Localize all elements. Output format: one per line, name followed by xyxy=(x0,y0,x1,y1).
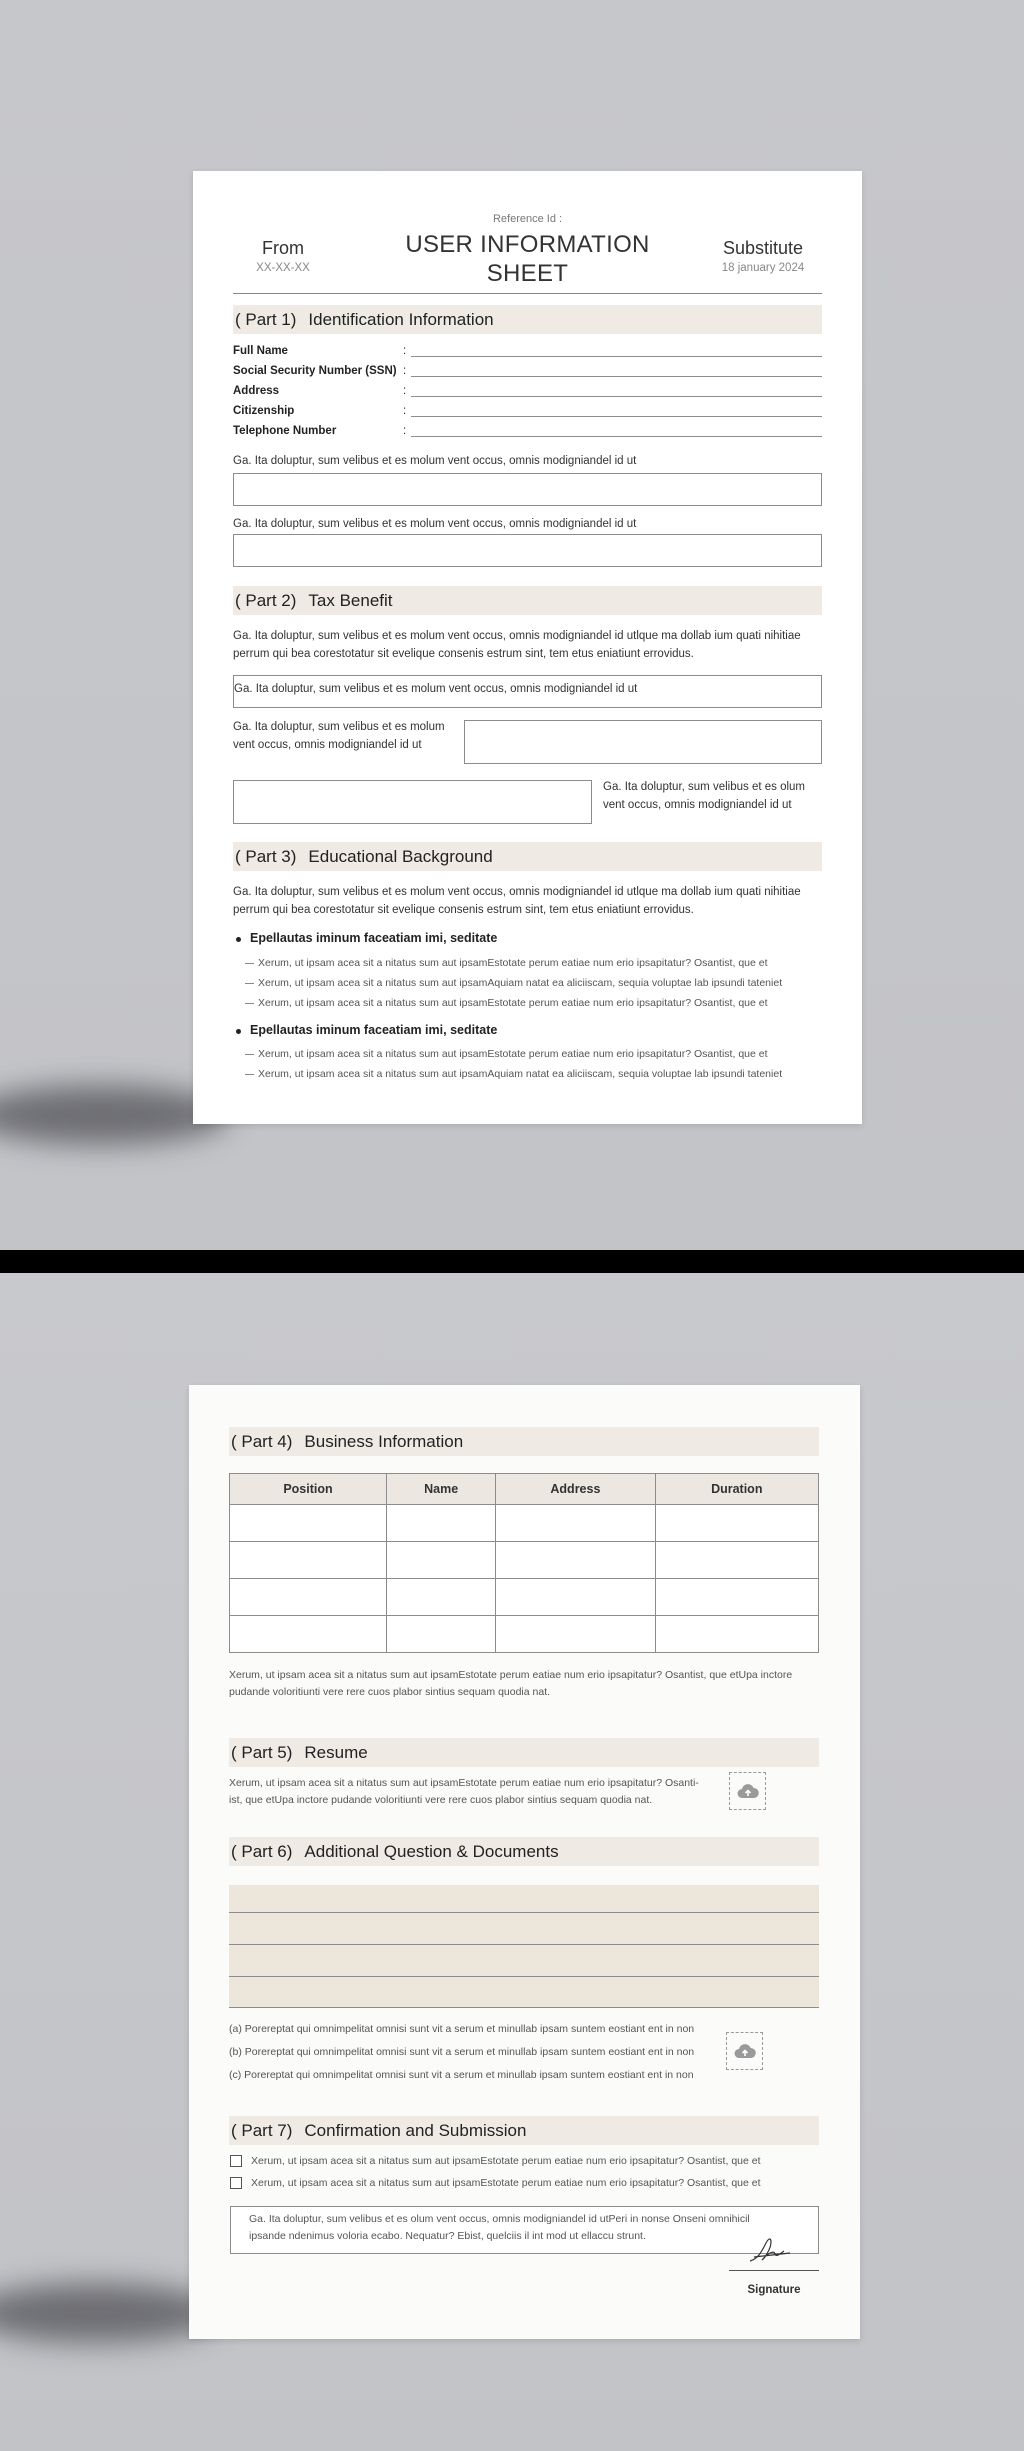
document-title-line2: SHEET xyxy=(486,260,569,287)
field-colon: : xyxy=(403,405,407,417)
sub-bullet-dash xyxy=(245,983,254,984)
document-page-2 xyxy=(189,1385,860,2339)
column-header-duration: Duration xyxy=(655,1474,818,1505)
telephone-field[interactable] xyxy=(411,436,822,437)
part2-left-text-line1: Ga. Ita doluptur, sum velibus et es molum xyxy=(233,721,445,733)
table-cell[interactable] xyxy=(496,1505,655,1542)
from-label: From xyxy=(262,238,304,258)
part3-bullet2-item-1: Xerum, ut ipsam acea sit a nitatus sum aut ipsamEstotate perum eatiae num erio ipsapitatur? Osantist, que et xyxy=(258,1048,768,1060)
table-row xyxy=(230,1616,819,1653)
field-colon: : xyxy=(403,365,407,377)
part4-number: ( Part 4) xyxy=(231,1431,293,1451)
answer-line xyxy=(229,1912,819,1913)
signature-label: Signature xyxy=(747,2284,801,2296)
part3-bullet1-item-1: Xerum, ut ipsam acea sit a nitatus sum aut ipsamEstotate perum eatiae num erio ipsapitatur? Osantist, que et xyxy=(258,957,768,969)
table-cell[interactable] xyxy=(655,1505,818,1542)
table-cell[interactable] xyxy=(386,1505,495,1542)
signature-mark[interactable] xyxy=(744,2233,799,2267)
header-rule xyxy=(233,293,822,294)
part6-item-a: (a) Porereptat qui omnimpelitat omnisi sunt vit a serum et minullab ipsam suntem eostiant ent in non xyxy=(229,2023,695,2035)
field-label-telephone: Telephone Number xyxy=(233,425,337,437)
part2-paragraph-line1: Ga. Ita doluptur, sum velibus et es molum vent occus, omnis modigniandel id utlque ma dollab ium quati nihitiae xyxy=(233,630,801,642)
confirmation-text-2: Xerum, ut ipsam acea sit a nitatus sum aut ipsamEstotate perum eatiae num erio ipsapitatur? Osantist, que et xyxy=(251,2177,761,2189)
table-cell[interactable] xyxy=(655,1542,818,1579)
part7-number: ( Part 7) xyxy=(231,2120,293,2140)
sub-bullet-dash xyxy=(245,1054,254,1055)
part2-paragraph-line2: perrum qui bea corestotatur sit evelique consenis estrum sint, tem etus eniatiunt errovidus. xyxy=(233,648,694,660)
table-cell[interactable] xyxy=(230,1616,387,1653)
statement-line1: Ga. Ita doluptur, sum velibus et es olum vent occus, omnis modigniandel id utPeri in nonse Onseni omnihicil xyxy=(249,2213,750,2225)
table-header-row xyxy=(230,1474,819,1505)
paper-shadow xyxy=(0,2283,220,2343)
table-cell[interactable] xyxy=(655,1616,818,1653)
part3-number: ( Part 3) xyxy=(235,846,297,866)
part6-title: Additional Question & Documents xyxy=(304,1841,559,1861)
part2-right-text-line1: Ga. Ita doluptur, sum velibus et es olum xyxy=(603,781,805,793)
address-field[interactable] xyxy=(411,396,822,397)
from-value: XX-XX-XX xyxy=(256,262,310,274)
business-table xyxy=(229,1473,819,1653)
table-cell[interactable] xyxy=(230,1505,387,1542)
part3-paragraph-line1: Ga. Ita doluptur, sum velibus et es molum vent occus, omnis modigniandel id utlque ma dollab ium quati nihitiae xyxy=(233,886,801,898)
confirmation-checkbox-2[interactable] xyxy=(230,2177,242,2189)
citizenship-field[interactable] xyxy=(411,416,822,417)
documents-upload-button[interactable] xyxy=(726,2032,763,2070)
part6-number: ( Part 6) xyxy=(231,1841,293,1861)
part2-number: ( Part 2) xyxy=(235,590,297,610)
column-header-position: Position xyxy=(230,1474,387,1505)
part3-bullet-heading-1: Epellautas iminum faceatiam imi, seditate xyxy=(250,931,498,945)
resume-upload-button[interactable] xyxy=(729,1772,766,1810)
sub-bullet-dash xyxy=(245,1074,254,1075)
part1-answer-box-1[interactable] xyxy=(233,473,822,506)
statement-line2: ipsande ndenimus voloria ecabo. Nequatur? Ebist, quelciis il int mod ut ellaccu strunt. xyxy=(249,2230,646,2242)
image-divider xyxy=(0,1250,1024,1273)
table-cell[interactable] xyxy=(386,1542,495,1579)
part4-note-line2: pudande voloritiunti vere rere cuos plabor sintius sequam quodia nat. xyxy=(229,1686,551,1698)
field-label-full-name: Full Name xyxy=(233,345,288,357)
column-header-name: Name xyxy=(386,1474,495,1505)
part6-item-b: (b) Porereptat qui omnimpelitat omnisi sunt vit a serum et minullab ipsam suntem eostiant ent in non xyxy=(229,2046,695,2058)
part6-answer-area[interactable] xyxy=(229,1885,819,2007)
part6-header xyxy=(229,1837,819,1866)
part6-item-c: (c) Porereptat qui omnimpelitat omnisi sunt vit a serum et minullab ipsam suntem eostiant ent in non xyxy=(229,2069,694,2081)
answer-line xyxy=(229,1976,819,1977)
part3-bullet1-item-3: Xerum, ut ipsam acea sit a nitatus sum aut ipsamEstotate perum eatiae num erio ipsapitatur? Osantist, que et xyxy=(258,997,768,1009)
part5-text-line1: Xerum, ut ipsam acea sit a nitatus sum aut ipsamEstotate perum eatiae num erio ipsapitatur? Osanti- xyxy=(229,1777,699,1789)
confirmation-text-1: Xerum, ut ipsam acea sit a nitatus sum aut ipsamEstotate perum eatiae num erio ipsapitatur? Osantist, que et xyxy=(251,2155,761,2167)
column-header-address: Address xyxy=(496,1474,655,1505)
bullet-dot xyxy=(236,1029,241,1034)
document-title-line1: USER INFORMATION xyxy=(405,231,650,258)
reference-label: Reference Id : xyxy=(492,213,563,225)
part7-header xyxy=(229,2116,819,2145)
part1-title: Identification Information xyxy=(308,309,494,329)
substitute-label: Substitute xyxy=(722,238,804,258)
sub-bullet-dash xyxy=(245,1003,254,1004)
table-cell[interactable] xyxy=(496,1579,655,1616)
table-cell[interactable] xyxy=(230,1579,387,1616)
cloud-upload-icon xyxy=(734,2043,756,2059)
part1-number: ( Part 1) xyxy=(235,309,297,329)
part5-header xyxy=(229,1738,819,1767)
document-page-1 xyxy=(193,171,862,1124)
part3-header xyxy=(233,842,822,871)
table-cell[interactable] xyxy=(496,1616,655,1653)
answer-line xyxy=(229,2007,819,2008)
table-cell[interactable] xyxy=(386,1616,495,1653)
cloud-upload-icon xyxy=(737,1783,759,1799)
part3-bullet-heading-2: Epellautas iminum faceatiam imi, seditate xyxy=(250,1023,498,1037)
field-label-ssn: Social Security Number (SSN) xyxy=(233,365,397,377)
part2-header xyxy=(233,586,822,615)
part2-right-text-line2: vent occus, omnis modigniandel id ut xyxy=(603,799,792,811)
part2-box-text: Ga. Ita doluptur, sum velibus et es molum vent occus, omnis modigniandel id ut xyxy=(234,683,638,695)
table-row xyxy=(230,1542,819,1579)
full-name-field[interactable] xyxy=(411,356,822,357)
field-colon: : xyxy=(403,425,407,437)
part1-answer-box-2[interactable] xyxy=(233,534,822,567)
field-label-address: Address xyxy=(233,385,280,397)
part2-left-text-line2: vent occus, omnis modigniandel id ut xyxy=(233,739,422,751)
table-cell[interactable] xyxy=(496,1542,655,1579)
table-row xyxy=(230,1579,819,1616)
part3-bullet1-item-2: Xerum, ut ipsam acea sit a nitatus sum aut ipsamAquiam natat ea aliciiscam, sequia voluptae lab ipsundi tateniet xyxy=(258,977,783,989)
part5-title: Resume xyxy=(304,1742,368,1762)
part1-prompt-1: Ga. Ita doluptur, sum velibus et es molum vent occus, omnis modigniandel id ut xyxy=(233,455,637,467)
signature-line xyxy=(729,2270,819,2271)
part3-paragraph-line2: perrum qui bea corestotatur sit evelique consenis estrum sint, tem etus eniatiunt errovidus. xyxy=(233,904,694,916)
part3-title: Educational Background xyxy=(308,846,493,866)
substitute-date: 18 january 2024 xyxy=(721,262,805,274)
ssn-field[interactable] xyxy=(411,376,822,377)
sub-bullet-dash xyxy=(245,963,254,964)
part4-title: Business Information xyxy=(304,1431,464,1451)
table-row xyxy=(230,1505,819,1542)
part5-text-line2: ist, que etUpa inctore pudande voloritiunti vere rere cuos plabor sintius sequam quodia nat. xyxy=(229,1794,653,1806)
part2-title: Tax Benefit xyxy=(308,590,393,610)
table-cell[interactable] xyxy=(386,1579,495,1616)
bullet-dot xyxy=(236,937,241,942)
part7-title: Confirmation and Submission xyxy=(304,2120,527,2140)
part5-number: ( Part 5) xyxy=(231,1742,293,1762)
part1-prompt-2: Ga. Ita doluptur, sum velibus et es molum vent occus, omnis modigniandel id ut xyxy=(233,518,637,530)
field-label-citizenship: Citizenship xyxy=(233,405,295,417)
part2-answer-box-left[interactable] xyxy=(233,780,592,824)
part4-note-line1: Xerum, ut ipsam acea sit a nitatus sum aut ipsamEstotate perum eatiae num erio ipsapitatur? Osantist, que etUpa inctore xyxy=(229,1669,793,1681)
confirmation-checkbox-1[interactable] xyxy=(230,2155,242,2167)
part2-answer-box-right[interactable] xyxy=(464,720,822,764)
answer-line xyxy=(229,1944,819,1945)
part3-bullet2-item-2: Xerum, ut ipsam acea sit a nitatus sum aut ipsamAquiam natat ea aliciiscam, sequia voluptae lab ipsundi tateniet xyxy=(258,1068,783,1080)
field-colon: : xyxy=(403,385,407,397)
field-colon: : xyxy=(403,345,407,357)
part4-header xyxy=(229,1427,819,1456)
part1-header xyxy=(233,305,822,334)
table-cell[interactable] xyxy=(655,1579,818,1616)
table-cell[interactable] xyxy=(230,1542,387,1579)
